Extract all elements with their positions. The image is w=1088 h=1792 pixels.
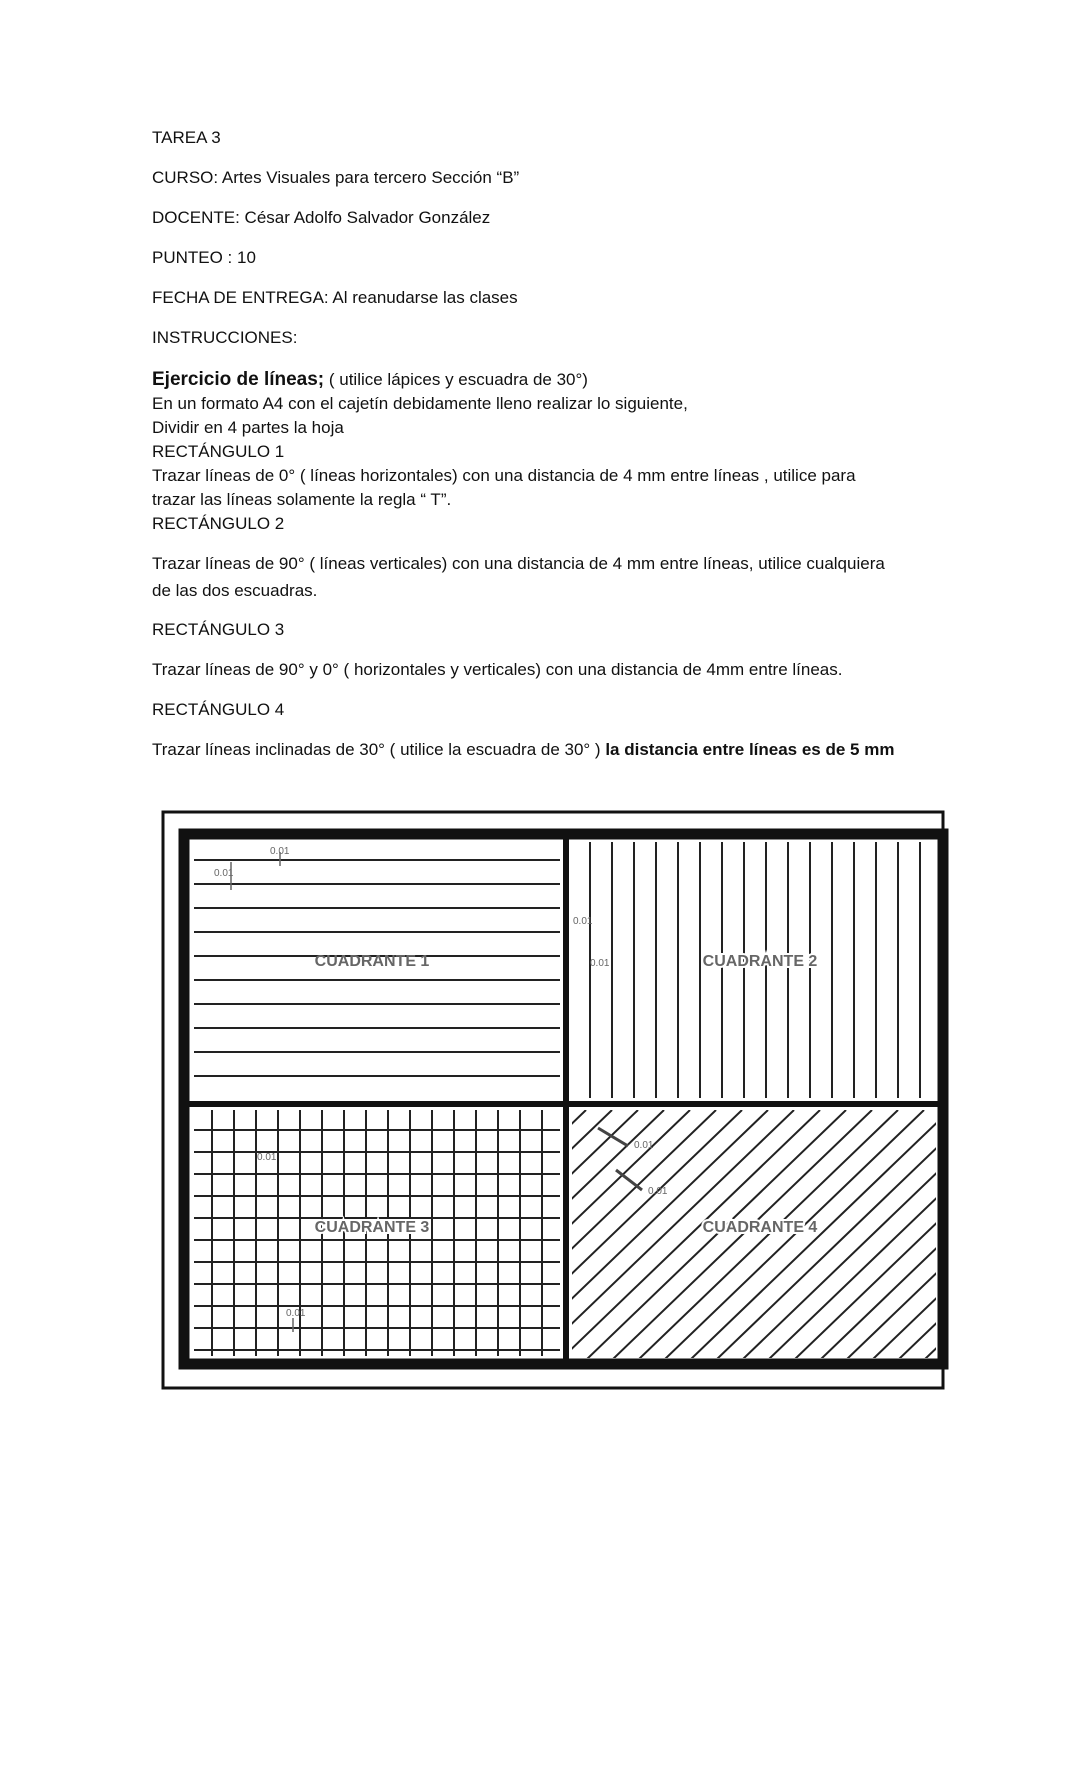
diagonal-hatch-line [872,1110,1088,1360]
exercise-title-note: ( utilice lápices y escuadra de 30°) [324,370,588,389]
rect2-heading: RECTÁNGULO 2 [152,514,285,533]
rect3-heading: RECTÁNGULO 3 [152,620,285,639]
task-title: TAREA 3 [152,128,221,147]
course-line: CURSO: Artes Visuales para tercero Sección “B” [152,168,520,187]
dim-q1-b: 0.01 [214,868,234,879]
rect4-heading: RECTÁNGULO 4 [152,700,285,719]
outer-sheet-border [163,812,943,1388]
score-line: PUNTEO : 10 [152,248,256,267]
rect2-text-a: Trazar líneas de 90° ( líneas verticales) con una distancia de 4 mm entre líneas, utilice cualquiera [152,554,885,573]
diagonal-hatch-line [898,1110,1088,1360]
diagonal-hatch-line [846,1110,1088,1360]
diagonal-hatch-line [924,1110,1088,1360]
dim-q2-b: 0.01 [590,958,610,969]
rect3-text: Trazar líneas de 90° y 0° ( horizontales y verticales) con una distancia de 4mm entre líneas. [152,660,843,679]
dim-q1-a: 0.01 [270,846,290,857]
rect4-text-normal: Trazar líneas inclinadas de 30° ( utilice la escuadra de 30° ) [152,740,606,759]
rect2-text-b: de las dos escuadras. [152,581,318,600]
diagonal-hatch-line [950,1110,1088,1360]
dim-q4-b: 0.01 [648,1186,668,1197]
teacher-line: DOCENTE: César Adolfo Salvador González [152,208,491,227]
quadrant-2-vertical-lines [590,842,920,1098]
exercise-title: Ejercicio de líneas; [152,369,325,390]
due-date-line: FECHA DE ENTREGA: Al reanudarse las clases [152,288,518,307]
dim-q3-b: 0.01 [286,1308,306,1319]
exercise-line-1: En un formato A4 con el cajetín debidamente lleno realizar lo siguiente, [152,394,688,413]
rect1-text-a: Trazar líneas de 0° ( líneas horizontales) con una distancia de 4 mm entre líneas , utilice para [152,466,856,485]
rect1-text-b: trazar las líneas solamente la regla “ T”. [152,490,452,509]
rect4-text-bold: la distancia entre líneas es de 5 mm [605,740,895,759]
dimension-marks [214,846,668,1332]
quadrant-1-label: CUADRANTE 1 [314,953,430,970]
dim-q2-a: 0.01 [573,916,593,927]
quadrant-3-label: CUADRANTE 3 [314,1219,430,1236]
dim-q4-a: 0.01 [634,1140,654,1151]
rect1-heading: RECTÁNGULO 1 [152,442,285,461]
quadrant-4-label: CUADRANTE 4 [702,1219,818,1236]
dim-q3-a: 0.01 [257,1152,277,1163]
exercise-line-2: Dividir en 4 partes la hoja [152,418,344,437]
quadrant-2-label: CUADRANTE 2 [702,953,818,970]
instructions-label: INSTRUCCIONES: [152,328,298,347]
